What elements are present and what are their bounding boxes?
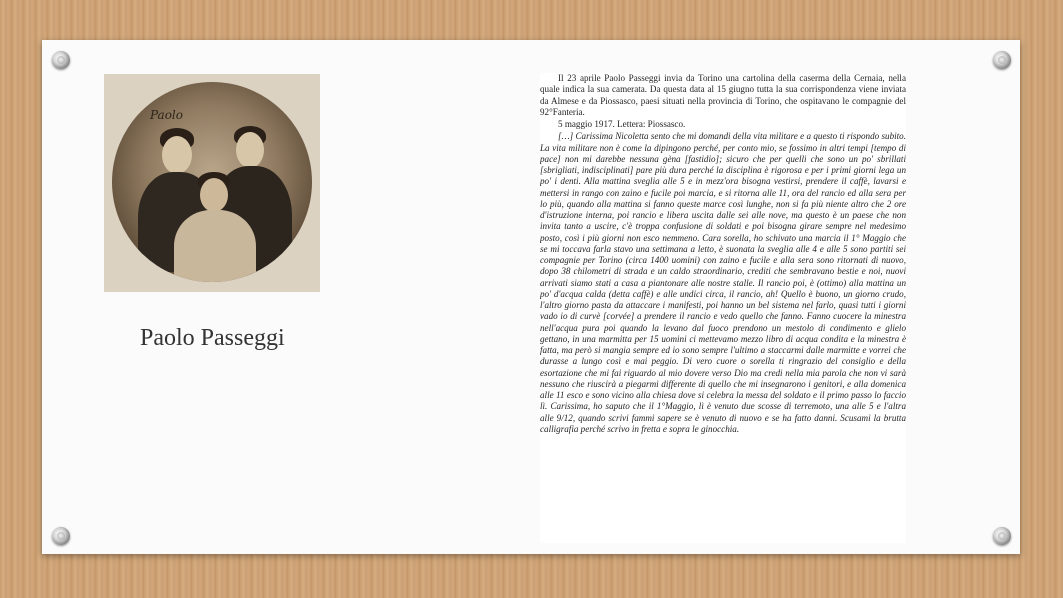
document-intro: Il 23 aprile Paolo Passeggi invia da Torino una cartolina della caserma della Cernaia, nella quale indica la sua camerata. Da questa data al 15 giugno tutta la sua corrispondenza viene inviata da Almese e da Piossasco, paesi situati nella provincia di Torino, che ospitavano le compagnie del 92°Fanteria. [540,73,906,117]
photo-inscription: Paolo [150,108,183,122]
photo-disc [112,82,312,282]
slide-board [42,40,1020,554]
document-letter-text: […] Carissima Nicoletta sento che mi domandi della vita militare e a questo ti rispondo subito. La vita militare non è come la dipingono perché, per conto mio, se fossimo in altri tempi [tempo di pace] non mi darebbe nessuna gèna [fastidio]; sicuro che per quelli che sono un po' sbrillati [sbrigliati, indisciplinati] pare più dura perché la disciplina è rigorosa e per i primi giorni lega un po' i denti. Alla mattina sveglia alle 5 e in mezz'ora bisogna vestirsi, prendere il caffè, lavarsi e mettersi in rango con zaino e fucile poi marcia, e si ritorna alle 11, ora del rancio ed alla sera per lo più, quando alla mattina si fanno queste marce così lunghe, non si fa più niente altro che 2 ore d'istruzione interna, poi rancio e libera uscita dalle sei alle nove, ma questo è un paese che non invita tanto a uscire, c'è troppa confusione di soldati e poi bisogna girare sempre nel medesimo posto, così i più giorni non esco nemmeno. Cara sorella, ho schivato una marcia il 1° Maggio che se mi toccava farla stavo una settimana a letto, è suonata la sveglia alle 4 e alle 5 sono partiti sei compagnie per Torino (circa 1400 uomini) con zaino e fucile e alla sera sono ritornati di nuovo, dopo 38 chilometri di strada e un caldo straordinario, crediti che sembravano bestie e noi, nuovi arrivati siamo stati a casa a piantonare alle nostre stalle. Il rancio poi, è (ottimo) alla mattina un po' d'acqua calda (detta caffè) e alle undici circa, il rancio, ah! Quello è buono, un giorno crudo, l'altro giorno pasta da attaccare i manifesti, poi hanno un bel sistema nel farlo, quasi tutti i giorni vado io di curvè [corvée] a prendere il rancio e vedo quello che fanno. Fanno cuocere la minestra nell'acqua pura poi quando la levano dal fuoco prendono un mestolo di condimento e glielo gettano, in una marmitta per 15 uomini ci mettevamo mezzo libro di acqua condita e la minestra è fatta, ma però si mangia sempre ed io sono sempre l'ultimo a staccarmi dalle marmitte e vorrei che durasse a lungo così e mai peggio. Di vero cuore o sorella ti ringrazio del consiglio e della esortazione che mi fai riguardo al mio dovere verso Dio ma credi nella mia parola che non vi sarà nessuno che riuscirà a piegarmi differente di quello che mi insegnarono i genitori, e alla domenica alle 11 esco e sono vicino alla chiesa dove si celebra la messa del soldato e il primo passo lo faccio lì. Carissima, ho saputo che il 1°Maggio, lì è venuto due scosse di terremoto, una alle 5 e l'altra alle 9/12, quando scrivi fammi sapere se è venuto di nuovo e se ha fatto danni. Scusami la brutta calligrafia perché scrivo in fretta e sopra le ginocchia. [540,131,906,434]
pin-bottom-right-icon [993,527,1011,545]
document-dateline: 5 maggio 1917. Lettera: Piossasco. [558,119,686,129]
pin-top-left-icon [52,51,70,69]
pin-bottom-left-icon [52,527,70,545]
letter-document [540,73,906,543]
photo-caption: Paolo Passeggi [140,325,285,351]
pin-top-right-icon [993,51,1011,69]
portrait-photo [104,74,320,292]
